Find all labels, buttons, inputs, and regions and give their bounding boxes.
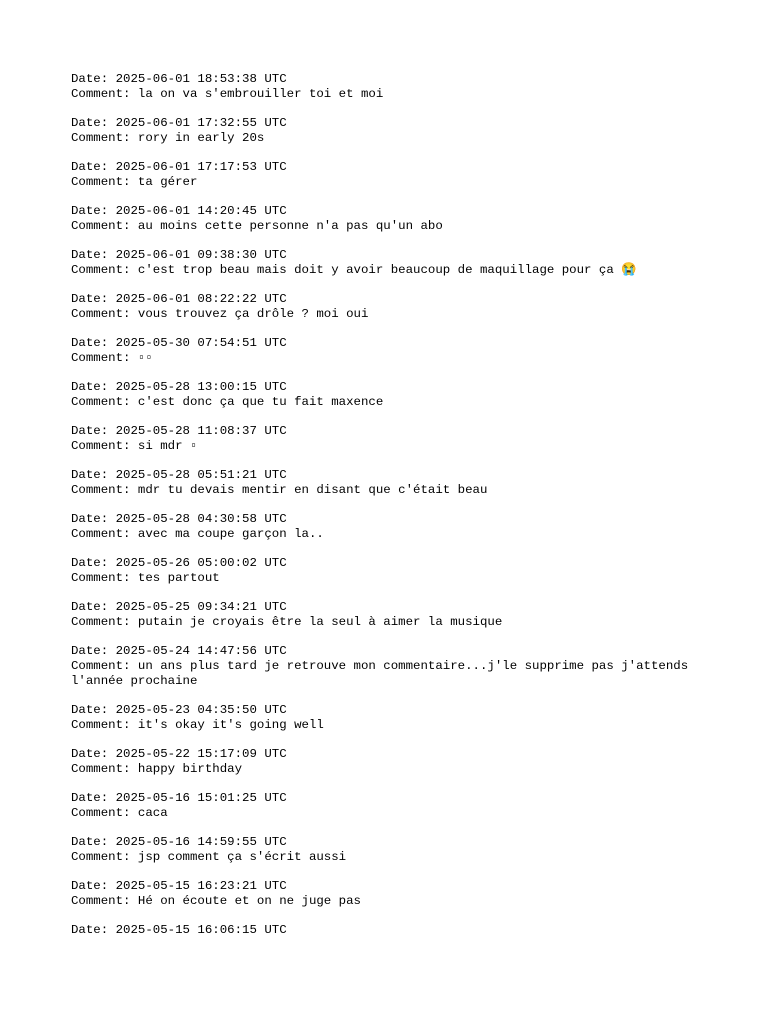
entry-date: Date: 2025-05-25 09:34:21 UTC <box>71 600 287 614</box>
entry-comment: Comment: rory in early 20s <box>71 131 265 145</box>
entry-date: Date: 2025-05-26 05:00:02 UTC <box>71 556 287 570</box>
entry-date: Date: 2025-06-01 09:38:30 UTC <box>71 248 287 262</box>
comment-entry <box>71 72 711 102</box>
comment-entry <box>71 204 711 234</box>
comment-entry <box>71 512 711 542</box>
entry-date: Date: 2025-06-01 17:32:55 UTC <box>71 116 287 130</box>
entry-comment: Comment: Hé on écoute et on ne juge pas <box>71 894 361 908</box>
entry-date: Date: 2025-05-16 14:59:55 UTC <box>71 835 287 849</box>
comment-entry <box>71 879 711 909</box>
entry-comment: Comment: c'est donc ça que tu fait maxence <box>71 395 384 409</box>
entry-comment: Comment: caca <box>71 806 168 820</box>
entry-date: Date: 2025-05-28 11:08:37 UTC <box>71 424 287 438</box>
entry-comment: Comment: si mdr ▫ <box>71 439 198 453</box>
comment-entry <box>71 248 711 278</box>
entry-date: Date: 2025-05-16 15:01:25 UTC <box>71 791 287 805</box>
comment-entry <box>71 336 711 366</box>
entry-comment: Comment: au moins cette personne n'a pas qu'un abo <box>71 219 443 233</box>
entry-date: Date: 2025-05-22 15:17:09 UTC <box>71 747 287 761</box>
entry-date: Date: 2025-06-01 17:17:53 UTC <box>71 160 287 174</box>
entry-comment: Comment: la on va s'embrouiller toi et moi <box>71 87 384 101</box>
comment-entry <box>71 644 711 689</box>
entry-comment: Comment: it's okay it's going well <box>71 718 324 732</box>
entry-date: Date: 2025-06-01 18:53:38 UTC <box>71 72 287 86</box>
comment-entry <box>71 160 711 190</box>
entry-comment: Comment: tes partout <box>71 571 220 585</box>
comment-entry <box>71 703 711 733</box>
comment-entry <box>71 600 711 630</box>
entry-comment: Comment: mdr tu devais mentir en disant que c'était beau <box>71 483 488 497</box>
entry-date: Date: 2025-05-28 04:30:58 UTC <box>71 512 287 526</box>
entry-date: Date: 2025-05-23 04:35:50 UTC <box>71 703 287 717</box>
entry-date: Date: 2025-05-15 16:06:15 UTC <box>71 923 287 937</box>
comment-entry <box>71 292 711 322</box>
entry-comment: Comment: putain je croyais être la seul à aimer la musique <box>71 615 503 629</box>
comment-entry <box>71 791 711 821</box>
comment-entry <box>71 747 711 777</box>
entry-date: Date: 2025-06-01 08:22:22 UTC <box>71 292 287 306</box>
entry-date: Date: 2025-05-28 05:51:21 UTC <box>71 468 287 482</box>
entry-date: Date: 2025-05-28 13:00:15 UTC <box>71 380 287 394</box>
entry-comment: Comment: un ans plus tard je retrouve mon commentaire...j'le supprime pas j'attends l'année prochaine <box>71 659 696 688</box>
entry-comment: Comment: vous trouvez ça drôle ? moi oui <box>71 307 369 321</box>
comment-entry <box>71 116 711 146</box>
comment-log <box>71 72 711 952</box>
entry-comment: Comment: c'est trop beau mais doit y avoir beaucoup de maquillage pour ça 😭 <box>71 263 637 277</box>
entry-comment: Comment: avec ma coupe garçon la.. <box>71 527 324 541</box>
entry-comment: Comment: ta gérer <box>71 175 198 189</box>
entry-date: Date: 2025-05-24 14:47:56 UTC <box>71 644 287 658</box>
entry-comment: Comment: jsp comment ça s'écrit aussi <box>71 850 347 864</box>
comment-entry <box>71 424 711 454</box>
entry-date: Date: 2025-05-30 07:54:51 UTC <box>71 336 287 350</box>
comment-entry <box>71 923 711 938</box>
entry-date: Date: 2025-05-15 16:23:21 UTC <box>71 879 287 893</box>
comment-entry <box>71 556 711 586</box>
comment-entry <box>71 468 711 498</box>
entry-comment: Comment: happy birthday <box>71 762 243 776</box>
entry-date: Date: 2025-06-01 14:20:45 UTC <box>71 204 287 218</box>
entry-comment: Comment: ▫▫ <box>71 351 153 365</box>
comment-entry <box>71 835 711 865</box>
comment-entry <box>71 380 711 410</box>
